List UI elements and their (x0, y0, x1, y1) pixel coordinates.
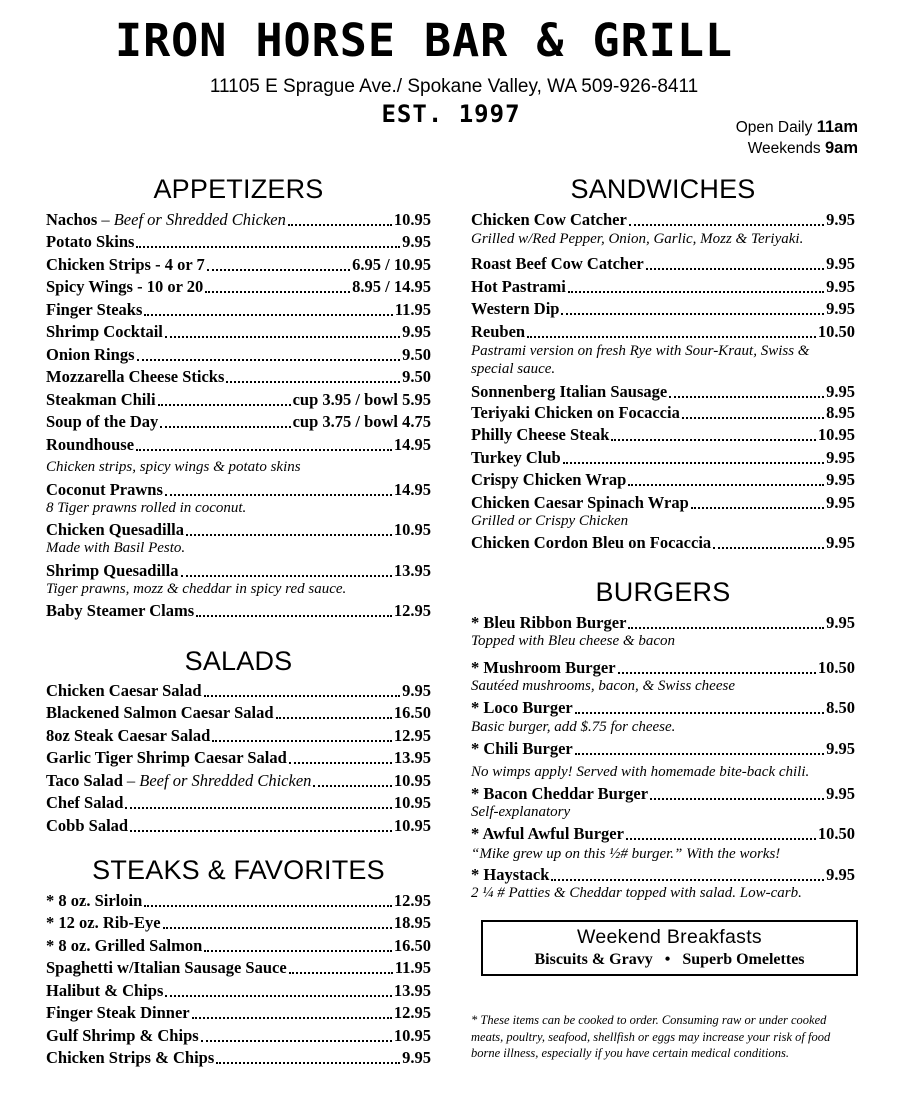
dot-leader (163, 925, 392, 929)
menu-item-description: No wimps apply! Served with homemade bite-back chili. (471, 764, 810, 780)
menu-item-price: 10.95 (393, 1026, 431, 1045)
menu-item (471, 401, 855, 423)
menu-item (46, 599, 431, 621)
menu-item-name: Chicken Cordon Bleu on Focaccia (471, 533, 712, 552)
menu-item-description: Grilled w/Red Pepper, Onion, Garlic, Mozz & Teriyaki. (471, 231, 804, 247)
menu-item-name: * Haystack (471, 865, 550, 884)
menu-item (46, 769, 431, 791)
sandwiches-heading: SANDWICHES (570, 174, 756, 204)
menu-item-price: 6.95 / 10.95 (352, 255, 431, 274)
menu-item (46, 320, 431, 342)
menu-item-description: Tiger prawns, mozz & cheddar in spicy red sauce. (46, 581, 347, 597)
menu-item-name: Gulf Shrimp & Chips (46, 1026, 199, 1045)
menu-item (471, 656, 855, 678)
menu-item-name: Steakman Chili (46, 390, 156, 409)
menu-item (471, 696, 855, 718)
dot-leader (289, 970, 393, 974)
menu-item (471, 423, 855, 445)
menu-item-description: Sautéed mushrooms, bacon, & Swiss cheese (471, 678, 735, 694)
menu-item-price: 9.50 (402, 345, 431, 364)
menu-item (46, 298, 431, 320)
menu-item (471, 275, 855, 297)
menu-item (471, 822, 855, 844)
menu-item-price: 16.50 (393, 703, 431, 722)
dot-leader (626, 836, 816, 840)
menu-item-name: * 8 oz. Grilled Salmon (46, 936, 203, 955)
menu-item-name: Philly Cheese Steak (471, 425, 610, 444)
menu-item (471, 380, 855, 402)
menu-item-price: 13.95 (393, 748, 431, 767)
hours-weekend-time: 9am (824, 139, 858, 157)
established-year: EST. 1997 (381, 100, 521, 128)
menu-item-name: * 12 oz. Rib-Eye (46, 913, 161, 932)
menu-item-name: Garlic Tiger Shrimp Caesar Salad (46, 748, 287, 767)
menu-item-name: Roundhouse (46, 435, 135, 454)
menu-item-option: – Beef or Shredded Chicken (101, 210, 286, 229)
menu-item-price: 10.95 (393, 816, 431, 835)
menu-item (46, 388, 431, 410)
dot-leader (313, 783, 391, 787)
dot-leader (158, 402, 291, 406)
menu-item (46, 679, 431, 701)
dot-leader (682, 415, 824, 419)
menu-item-name: Teriyaki Chicken on Focaccia (471, 403, 680, 422)
menu-item-price: 9.95 (826, 382, 855, 401)
dot-leader (192, 1015, 392, 1019)
menu-item (46, 889, 431, 911)
menu-item-name: Baby Steamer Clams (46, 601, 195, 620)
menu-item (471, 737, 855, 759)
menu-item-price: 10.50 (817, 322, 855, 341)
menu-item-name: Crispy Chicken Wrap (471, 470, 627, 489)
menu-item-price: 9.95 (826, 210, 855, 229)
dot-leader (629, 222, 824, 226)
food-safety-disclaimer: * These items can be cooked to order. Consuming raw or under cooked meats, poultry, seafood, shellfish or eggs may increase your risk of food borne illness, especially if you have certain medical conditions. (471, 1013, 831, 1060)
menu-item-option: – Beef or Shredded Chicken (126, 771, 312, 790)
dot-leader (125, 805, 391, 809)
hours-daily-time: 11am (816, 118, 858, 136)
menu-item-price: 9.95 (402, 232, 431, 251)
menu-item-description: Made with Basil Pesto. (46, 540, 186, 556)
dot-leader (691, 505, 824, 509)
menu-item-price: 9.95 (826, 533, 855, 552)
dot-leader (568, 289, 824, 293)
menu-item-name: Chef Salad (46, 793, 124, 812)
menu-item-name: Nachos (46, 210, 98, 229)
menu-item-price: 10.95 (393, 210, 431, 229)
menu-item-price: 10.95 (393, 793, 431, 812)
menu-item-name: * Chili Burger (471, 739, 573, 758)
menu-item (46, 724, 431, 746)
menu-item-price: 10.95 (393, 520, 431, 539)
menu-item-price: 9.95 (826, 784, 855, 803)
menu-item-price: 14.95 (393, 435, 431, 454)
menu-item-description: Grilled or Crispy Chicken (471, 513, 629, 529)
menu-item-name: Spaghetti w/Italian Sausage Sauce (46, 958, 287, 977)
menu-item (46, 911, 431, 933)
dot-leader (196, 613, 392, 617)
dot-leader (628, 625, 824, 629)
menu-item-name: Chicken Strips - 4 or 7 (46, 255, 205, 274)
dot-leader (289, 760, 392, 764)
menu-item-price: 12.95 (393, 601, 431, 620)
menu-item-name: Reuben (471, 322, 526, 341)
menu-item-price: 11.95 (394, 300, 431, 319)
menu-item (46, 518, 431, 540)
menu-item-name: Chicken Caesar Spinach Wrap (471, 493, 689, 512)
menu-item-price: 9.95 (826, 254, 855, 273)
breakfast-item-biscuits: Biscuits & Gravy (534, 951, 653, 968)
dot-leader (201, 1038, 392, 1042)
opening-hours (736, 117, 858, 159)
menu-item (46, 433, 431, 455)
menu-item-price: 9.95 (826, 865, 855, 884)
dot-leader (130, 828, 392, 832)
menu-item (471, 863, 855, 885)
menu-item-price: 11.95 (394, 958, 431, 977)
menu-item-price: 9.95 (826, 493, 855, 512)
menu-item-price: cup 3.75 / bowl 4.75 (292, 412, 431, 431)
menu-item-price: 10.95 (817, 425, 855, 444)
menu-item (471, 468, 855, 490)
menu-item (46, 934, 431, 956)
menu-item (46, 478, 431, 500)
dot-leader (713, 545, 824, 549)
menu-item (46, 275, 431, 297)
dot-leader (216, 1060, 400, 1064)
weekend-breakfast-box (481, 920, 858, 976)
dot-leader (611, 437, 815, 441)
menu-item-price: 9.95 (826, 299, 855, 318)
dot-leader (212, 738, 392, 742)
appetizers-heading: APPETIZERS (153, 174, 324, 204)
menu-item-name: Hot Pastrami (471, 277, 566, 296)
menu-item-name: Chicken Cow Catcher (471, 210, 627, 229)
dot-leader (551, 877, 824, 881)
weekend-breakfast-items (483, 951, 856, 969)
menu-item (46, 365, 431, 387)
menu-item-price: 10.95 (393, 771, 431, 790)
menu-item-price: 9.95 (826, 470, 855, 489)
dot-leader (204, 948, 392, 952)
menu-item-name: * Loco Burger (471, 698, 573, 717)
menu-item-name: Potato Skins (46, 232, 135, 251)
menu-item (471, 782, 855, 804)
menu-item (46, 343, 431, 365)
menu-item-price: 12.95 (393, 891, 431, 910)
menu-item-name: * 8 oz. Sirloin (46, 891, 143, 910)
menu-item-price: 8.95 (826, 403, 855, 422)
menu-item-name: * Mushroom Burger (471, 658, 616, 677)
dot-leader (137, 357, 401, 361)
dot-leader (618, 670, 816, 674)
restaurant-address: 11105 E Sprague Ave./ Spokane Valley, WA 509-926-8411 (209, 76, 699, 97)
hours-daily-label: Open Daily (735, 119, 813, 136)
menu-item-name: Spicy Wings - 10 or 20 (46, 277, 204, 296)
menu-item-price: 8.95 / 14.95 (352, 277, 431, 296)
dot-leader (575, 710, 824, 714)
menu-item (471, 252, 855, 274)
menu-item (471, 297, 855, 319)
dot-leader (563, 460, 824, 464)
burgers-heading: BURGERS (595, 577, 731, 607)
menu-item (471, 320, 855, 342)
menu-item-name: Onion Rings (46, 345, 135, 364)
hours-weekend-label: Weekends (747, 140, 821, 157)
breakfast-item-omelettes: Superb Omelettes (682, 951, 805, 968)
dot-leader (165, 334, 400, 338)
menu-item (46, 1024, 431, 1046)
menu-item-name: Shrimp Cocktail (46, 322, 163, 341)
menu-item (46, 208, 431, 230)
menu-item-price: 18.95 (393, 913, 431, 932)
dot-leader (165, 492, 392, 496)
menu-item-name: Finger Steaks (46, 300, 143, 319)
dot-leader (181, 573, 392, 577)
menu-item-price: 9.95 (826, 277, 855, 296)
menu-item-price: 9.95 (402, 1048, 431, 1067)
hours-daily (736, 117, 858, 138)
menu-item-price: 9.95 (826, 613, 855, 632)
dot-leader (646, 266, 824, 270)
menu-item-name: 8oz Steak Caesar Salad (46, 726, 211, 745)
menu-item-name: Coconut Prawns (46, 480, 163, 499)
dot-leader (650, 796, 824, 800)
menu-item (46, 791, 431, 813)
dot-leader (165, 993, 392, 997)
menu-item-name: Halibut & Chips (46, 981, 164, 1000)
menu-item (471, 208, 855, 230)
menu-item-price: 9.95 (402, 681, 431, 700)
menu-item-description: “Mike grew up on this ½# burger.” With the works! (471, 846, 781, 862)
dot-leader (628, 482, 824, 486)
dot-leader (144, 903, 392, 907)
menu-item-price: cup 3.95 / bowl 5.95 (292, 390, 431, 409)
steaks-heading: STEAKS & FAVORITES (92, 855, 385, 885)
menu-item-description: 2 ¼ # Patties & Cheddar topped with salad. Low-carb. (471, 885, 802, 901)
dot-leader (575, 751, 824, 755)
menu-item-price: 8.50 (826, 698, 855, 717)
salads-heading: SALADS (184, 646, 293, 676)
dot-leader (136, 244, 400, 248)
menu-item-name: Mozzarella Cheese Sticks (46, 367, 225, 386)
menu-item (46, 814, 431, 836)
dot-leader (160, 424, 290, 428)
dot-leader (144, 312, 392, 316)
menu-item (46, 559, 431, 581)
dot-leader (204, 693, 401, 697)
dot-leader (136, 447, 392, 451)
menu-item-price: 10.50 (817, 658, 855, 677)
menu-item-name: Roast Beef Cow Catcher (471, 254, 644, 273)
menu-item-price: 13.95 (393, 981, 431, 1000)
dot-leader (207, 267, 350, 271)
menu-item-name: Shrimp Quesadilla (46, 561, 179, 580)
menu-item-price: 9.95 (826, 739, 855, 758)
dot-leader (527, 334, 816, 338)
menu-item-description: Pastrami version on fresh Rye with Sour-Kraut, Swiss & special sauce. (471, 343, 810, 377)
menu-item-price: 14.95 (393, 480, 431, 499)
restaurant-title: IRON HORSE BAR & GRILL (114, 14, 734, 67)
dot-leader (186, 532, 392, 536)
menu-item-price: 9.95 (826, 448, 855, 467)
dot-leader (205, 289, 350, 293)
menu-item (46, 956, 431, 978)
menu-item-price: 16.50 (393, 936, 431, 955)
menu-item-name: Chicken Caesar Salad (46, 681, 202, 700)
menu-item (46, 253, 431, 275)
menu-item (46, 410, 431, 432)
menu-item (471, 446, 855, 468)
menu-item-name: Chicken Strips & Chips (46, 1048, 215, 1067)
menu-item-name: Sonnenberg Italian Sausage (471, 382, 668, 401)
menu-item (46, 230, 431, 252)
menu-item-price: 10.50 (817, 824, 855, 843)
menu-item-description: Self-explanatory (471, 804, 571, 820)
menu-item (471, 611, 855, 633)
menu-item-name: Taco Salad (46, 771, 123, 790)
breakfast-separator: • (664, 951, 671, 968)
menu-item-name: Western Dip (471, 299, 560, 318)
menu-item (46, 746, 431, 768)
menu-item (471, 491, 855, 513)
dot-leader (669, 394, 824, 398)
menu-item-name: Soup of the Day (46, 412, 159, 431)
menu-item (46, 979, 431, 1001)
menu-item (471, 531, 855, 553)
menu-item (46, 1046, 431, 1068)
menu-item-description: Topped with Bleu cheese & bacon (471, 633, 675, 649)
menu-item-price: 9.95 (402, 322, 431, 341)
menu-item-description: Chicken strips, spicy wings & potato skins (46, 459, 301, 475)
dot-leader (561, 311, 824, 315)
menu-item-price: 12.95 (393, 726, 431, 745)
menu-item-name: Chicken Quesadilla (46, 520, 184, 539)
menu-item-price: 12.95 (393, 1003, 431, 1022)
menu-item-description: 8 Tiger prawns rolled in coconut. (46, 500, 247, 516)
menu-item (46, 1001, 431, 1023)
menu-item-name: * Bacon Cheddar Burger (471, 784, 649, 803)
menu-item-price: 13.95 (393, 561, 431, 580)
dot-leader (226, 379, 400, 383)
menu-item-name: * Bleu Ribbon Burger (471, 613, 627, 632)
weekend-breakfast-title: Weekend Breakfasts (577, 926, 762, 948)
menu-item-price: 9.50 (402, 367, 431, 386)
menu-item-description: Basic burger, add $.75 for cheese. (471, 719, 676, 735)
dot-leader (288, 222, 392, 226)
menu-item-name: * Awful Awful Burger (471, 824, 624, 843)
menu-item-name: Turkey Club (471, 448, 561, 467)
menu-item (46, 701, 431, 723)
hours-weekend (736, 138, 858, 159)
menu-item-name: Finger Steak Dinner (46, 1003, 190, 1022)
menu-item-name: Blackened Salmon Caesar Salad (46, 703, 274, 722)
dot-leader (276, 715, 392, 719)
menu-item-name: Cobb Salad (46, 816, 129, 835)
